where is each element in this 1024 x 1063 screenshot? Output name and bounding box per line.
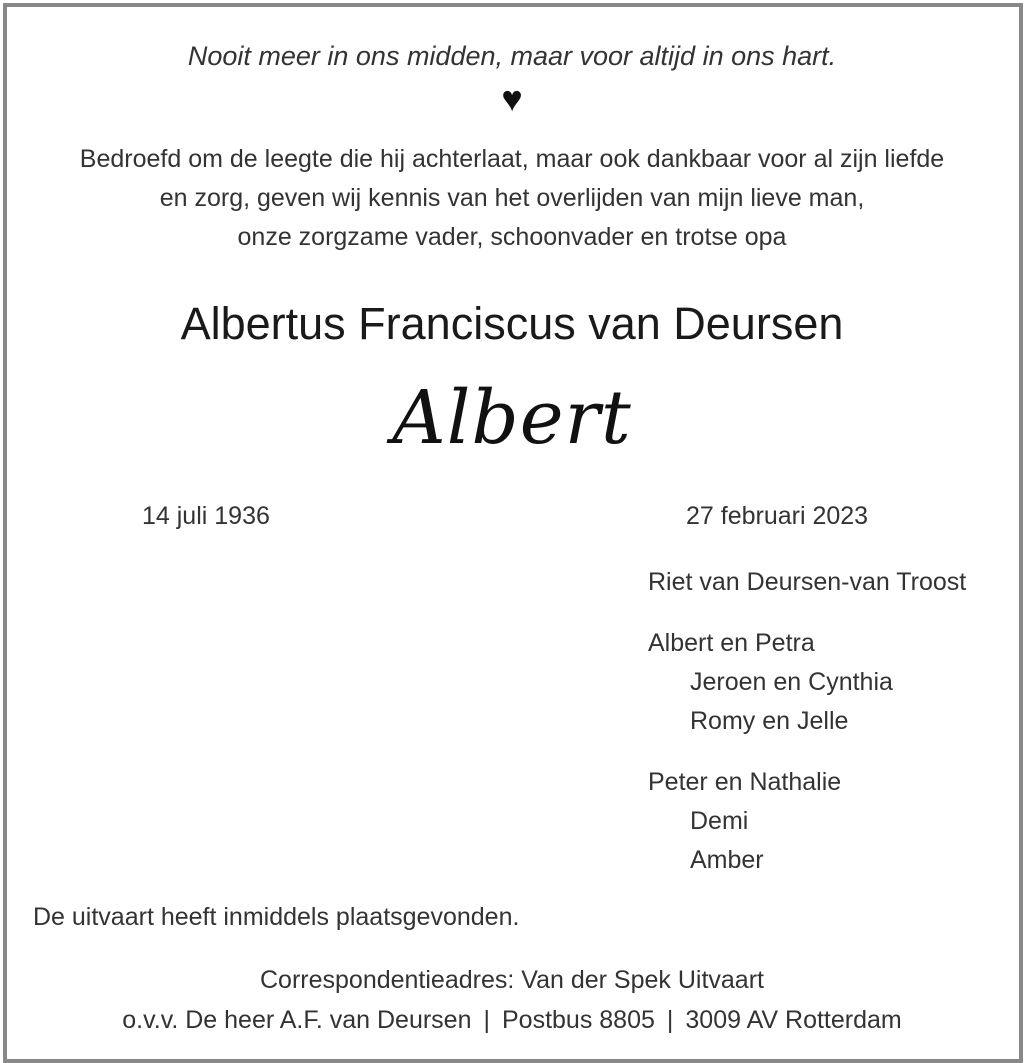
separator: | [483, 1006, 490, 1034]
birth-date: 14 juli 1936 [142, 502, 270, 530]
family-grandchild-1: Jeroen en Cynthia [690, 668, 893, 696]
heart-icon: ♥ [501, 78, 523, 119]
deceased-full-name: Albertus Franciscus van Deursen [180, 298, 844, 349]
death-date: 27 februari 2023 [686, 502, 869, 530]
intro-text [0, 140, 1024, 257]
correspondence-line-1: Correspondentieadres: Van der Spek Uitvaart [260, 966, 764, 994]
intro-line-2: en zorg, geven wij kennis van het overlijden van mijn lieve man, [159, 184, 865, 212]
intro-line-3: onze zorgzame vader, schoonvader en trotse opa [237, 223, 787, 251]
correspondence-postbus: Postbus 8805 [502, 1006, 655, 1034]
motto: Nooit meer in ons midden, maar voor altijd in ons hart. [187, 41, 837, 71]
correspondence-city: 3009 AV Rotterdam [685, 1006, 902, 1034]
family-child-1: Albert en Petra [648, 629, 815, 657]
family-grandchild-3: Demi [690, 807, 749, 835]
family-list [648, 563, 966, 880]
family-grandchild-2: Romy en Jelle [690, 707, 849, 735]
intro-line-1: Bedroefd om de leegte die hij achterlaat, maar ook dankbaar voor al zijn liefde [79, 145, 945, 173]
family-child-2: Peter en Nathalie [648, 768, 842, 796]
family-spouse: Riet van Deursen-van Troost [648, 568, 967, 596]
deceased-nickname: Albert [392, 375, 632, 461]
correspondence-contact: o.v.v. De heer A.F. van Deursen [122, 1006, 472, 1034]
correspondence-line-2 [0, 1006, 1024, 1035]
funeral-note: De uitvaart heeft inmiddels plaatsgevonden. [33, 903, 520, 931]
family-grandchild-4: Amber [690, 846, 764, 874]
separator: | [666, 1006, 674, 1034]
